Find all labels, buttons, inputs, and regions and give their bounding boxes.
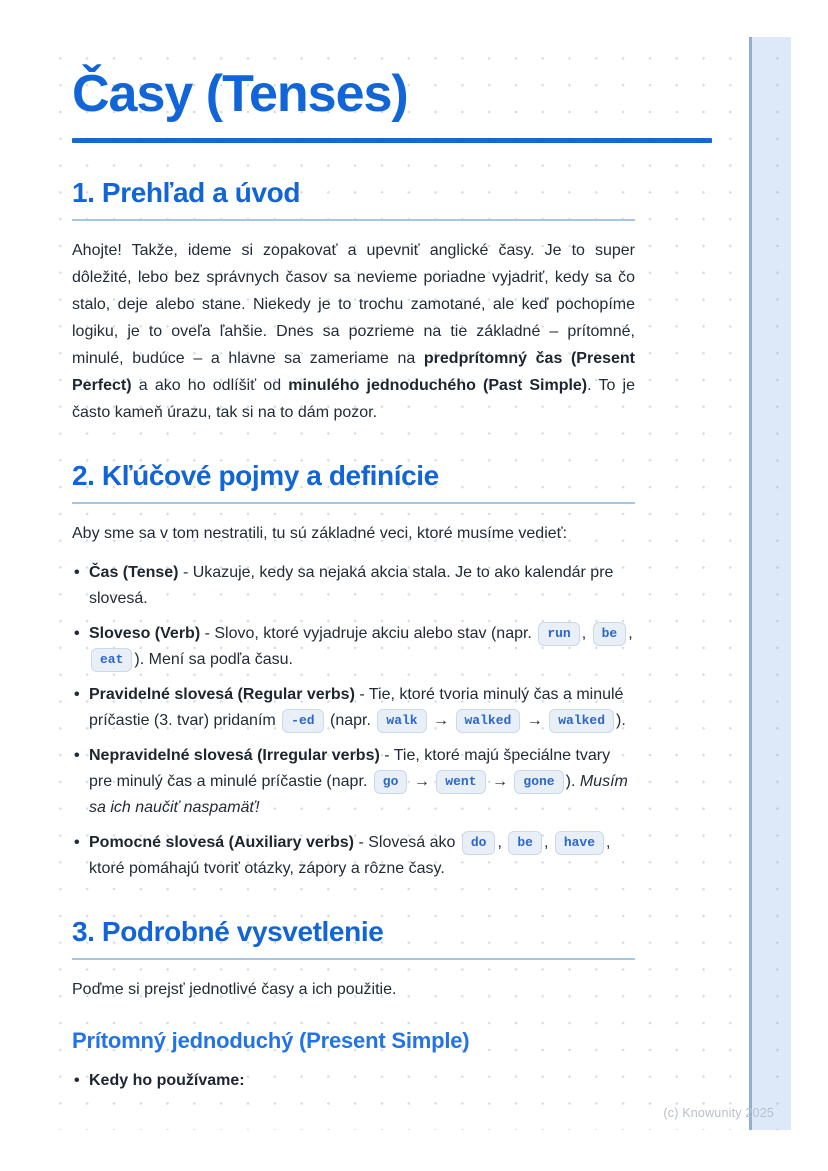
list-item: • Sloveso (Verb) - Slovo, ktoré vyjadruje akciu alebo stav (napr. run , be , eat ). Mení sa podľa času.	[72, 621, 635, 673]
list-item: • Nepravidelné slovesá (Irregular verbs) - Tie, ktoré majú špeciálne tvary pre minulý čas a minulé príčastie (napr. go → went → gone ). Musím sa ich naučiť naspamäť!	[72, 743, 635, 821]
code-chip: walked	[456, 709, 521, 733]
code-chip: walked	[549, 709, 614, 733]
subsection-heading-present-simple: Prítomný jednoduchý (Present Simple)	[72, 1027, 470, 1053]
usage-list	[72, 1068, 635, 1094]
code-chip: -ed	[282, 709, 323, 733]
title-divider	[72, 138, 712, 143]
section-1-paragraph: Ahojte! Takže, ideme si zopakovať a upevniť anglické časy. Je to super dôležité, lebo bez správnych časov sa nevieme poriadne vyjadriť, kedy sa čo stalo, deje alebo stane. Niekedy je to trochu zamotané, ale keď pochopíme logiku, je to oveľa ľahšie. Dnes sa pozrieme na tie základné – prítomné, minulé, budúce – a hlavne sa zameriame na predprítomný čas (Present Perfect) a ako ho odlíšiť od minulého jednoduchého (Past Simple). To je často kameň úrazu, tak si na to dám pozor.	[72, 241, 636, 421]
code-chip: walk	[377, 709, 426, 733]
list-item: • Pomocné slovesá (Auxiliary verbs) - Slovesá ako do , be , have , ktoré pomáhajú tvoriť otázky, zápory a rôzne časy.	[72, 830, 635, 882]
watermark: (c) Knowunity 2025	[663, 1106, 774, 1120]
notebook-margin-column	[749, 37, 791, 1130]
key-terms-list	[72, 560, 635, 882]
document-page	[40, 37, 791, 1130]
code-chip: eat	[91, 648, 132, 672]
section-3-intro: Poďme si prejsť jednotlivé časy a ich použitie.	[72, 980, 397, 998]
document-content	[72, 37, 635, 1103]
list-item: • Čas (Tense) - Ukazuje, kedy sa nejaká akcia stala. Je to ako kalendár pre slovesá.	[72, 560, 635, 612]
code-chip: be	[593, 622, 627, 646]
code-chip: have	[555, 831, 604, 855]
code-chip: run	[538, 622, 579, 646]
code-chip: gone	[514, 770, 563, 794]
list-item: • Kedy ho používame:	[72, 1068, 635, 1094]
code-chip: do	[462, 831, 496, 855]
code-chip: go	[374, 770, 408, 794]
section-3-heading: 3. Podrobné vysvetlenie	[72, 914, 635, 960]
section-2-heading: 2. Kľúčové pojmy a definície	[72, 458, 635, 504]
list-item: • Pravidelné slovesá (Regular verbs) - Tie, ktoré tvoria minulý čas a minulé príčastie (3. tvar) pridaním -ed (napr. walk → walked → walked ).	[72, 682, 635, 734]
section-1-heading: 1. Prehľad a úvod	[72, 175, 635, 221]
code-chip: went	[436, 770, 485, 794]
code-chip: be	[508, 831, 542, 855]
section-2-intro: Aby sme sa v tom nestratili, tu sú základné veci, ktoré musíme vedieť:	[72, 524, 568, 542]
page-title: Časy (Tenses)	[72, 65, 408, 123]
